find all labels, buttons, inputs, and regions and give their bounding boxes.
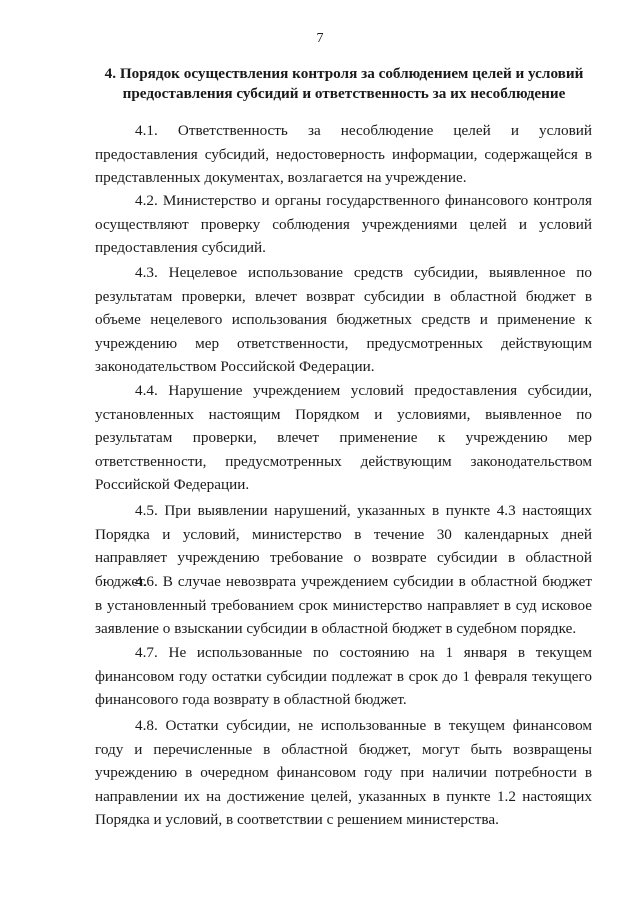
paragraph-4-5: 4.5. При выявлении нарушений, указанных в пункте 4.3 настоящих Порядка и условий, министерство в течение 30 календарных дней направляет учреждению требование о возврате субсидии в областной бюджет. xyxy=(95,502,592,590)
paragraph-4-6: 4.6. В случае невозврата учреждением субсидии в областной бюджет в установленный требованием срок министерство направляет в суд исковое заявление о взыскании субсидии в областной бюджет в судебном порядке. xyxy=(95,573,592,637)
paragraph-4-1: 4.1. Ответственность за несоблюдение целей и условий предоставления субсидий, недостоверность информации, содержащейся в представленных документах, возлагается на учреждение. xyxy=(95,122,592,186)
paragraph-4-3: 4.3. Нецелевое использование средств субсидии, выявленное по результатам проверки, влечет возврат субсидии в областной бюджет в объеме нецелевого использования бюджетных средств и применение к учреждению мер ответственности, предусмотренных действующим законодательством Российской Федерации. xyxy=(95,264,592,375)
paragraph-4-2: 4.2. Министерство и органы государственного финансового контроля осуществляют проверку соблюдения учреждениями целей и условий предоставления субсидий. xyxy=(95,192,592,256)
section-heading: 4. Порядок осуществления контроля за соблюдением целей и условий предоставления субсидий и ответственность за их несоблюдение xyxy=(104,65,584,102)
paragraph-4-8: 4.8. Остатки субсидии, не использованные в текущем финансовом году и перечисленные в областной бюджет, могут быть возвращены учреждению в очередном финансовом году при наличии потребности в направлении их на достижение целей, указанных в пункте 1.2 настоящих Порядка и условий, в соответствии с решением министерства. xyxy=(95,717,592,828)
page-number: 7 xyxy=(316,31,324,46)
paragraph-4-7: 4.7. Не использованные по состоянию на 1 января в текущем финансовом году остатки субсидии подлежат в срок до 1 февраля текущего финансового года возврату в областной бюджет. xyxy=(95,644,592,708)
paragraph-4-4: 4.4. Нарушение учреждением условий предоставления субсидии, установленных настоящим Порядком и условиями, выявленное по результатам проверки, влечет применение к учреждению мер ответственности, предусмотренных действующим законодательством Российской Федерации. xyxy=(95,382,592,493)
